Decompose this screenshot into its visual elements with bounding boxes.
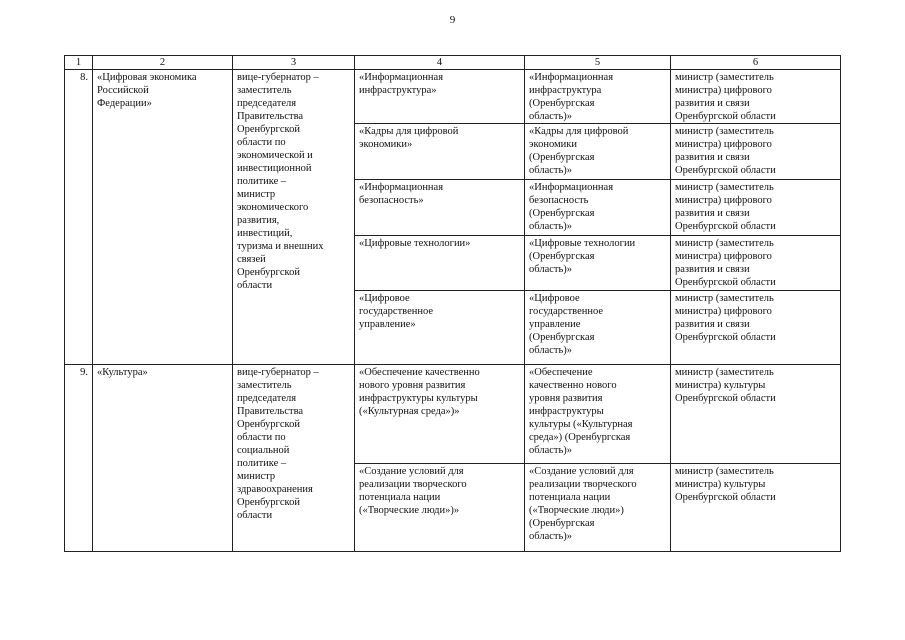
regional-project-cell: «Цифровые технологии (Оренбургская область)» [525, 236, 671, 291]
project-head-cell: министр (заместитель министра) культуры Оренбургской области [671, 464, 841, 552]
project-head-cell: министр (заместитель министра) цифрового развития и связи Оренбургской области [671, 180, 841, 236]
project-head-cell: министр (заместитель министра) культуры Оренбургской области [671, 365, 841, 464]
federal-project-cell: «Создание условий для реализации творческого потенциала нации («Творческие люди»)» [355, 464, 525, 552]
column-header: 3 [233, 56, 355, 70]
column-header: 6 [671, 56, 841, 70]
federal-project-cell: «Цифровые технологии» [355, 236, 525, 291]
national-program-name: «Культура» [93, 365, 233, 552]
project-head-cell: министр (заместитель министра) цифрового развития и связи Оренбургской области [671, 70, 841, 124]
national-program-name: «Цифровая экономика Российской Федерации» [93, 70, 233, 365]
regional-project-cell: «Цифровое государственное управление (Оренбургская область)» [525, 291, 671, 365]
federal-project-cell: «Информационная инфраструктура» [355, 70, 525, 124]
page-number: 9 [449, 14, 456, 26]
projects-table [64, 55, 841, 552]
curator-cell: вице-губернатор – заместитель председателя Правительства Оренбургской области по социальной политике – министр здравоохранения Оренбургской области [233, 365, 355, 552]
column-header: 2 [93, 56, 233, 70]
table-row [65, 70, 841, 124]
curator-cell: вице-губернатор – заместитель председателя Правительства Оренбургской области по экономической и инвестиционной политике – министр экономического развития, инвестиций, туризма и внешних связей Оренбургской области [233, 70, 355, 365]
regional-project-cell: «Информационная инфраструктура (Оренбургская область)» [525, 70, 671, 124]
project-head-cell: министр (заместитель министра) цифрового развития и связи Оренбургской области [671, 124, 841, 180]
column-header: 5 [525, 56, 671, 70]
column-header: 4 [355, 56, 525, 70]
table-header-row [65, 56, 841, 70]
column-header: 1 [65, 56, 93, 70]
project-head-cell: министр (заместитель министра) цифрового развития и связи Оренбургской области [671, 236, 841, 291]
table-row [65, 365, 841, 464]
project-head-cell: министр (заместитель министра) цифрового развития и связи Оренбургской области [671, 291, 841, 365]
regional-project-cell: «Кадры для цифровой экономики (Оренбургская область)» [525, 124, 671, 180]
row-number: 9. [65, 365, 93, 552]
federal-project-cell: «Цифровое государственное управление» [355, 291, 525, 365]
federal-project-cell: «Кадры для цифровой экономики» [355, 124, 525, 180]
row-number: 8. [65, 70, 93, 365]
regional-project-cell: «Обеспечение качественно нового уровня развития инфраструктуры культуры («Культурная среда») (Оренбургская область)» [525, 365, 671, 464]
regional-project-cell: «Информационная безопасность (Оренбургская область)» [525, 180, 671, 236]
federal-project-cell: «Обеспечение качественно нового уровня развития инфраструктуры культуры («Культурная среда»)» [355, 365, 525, 464]
regional-project-cell: «Создание условий для реализации творческого потенциала нации («Творческие люди») (Оренбургская область)» [525, 464, 671, 552]
federal-project-cell: «Информационная безопасность» [355, 180, 525, 236]
